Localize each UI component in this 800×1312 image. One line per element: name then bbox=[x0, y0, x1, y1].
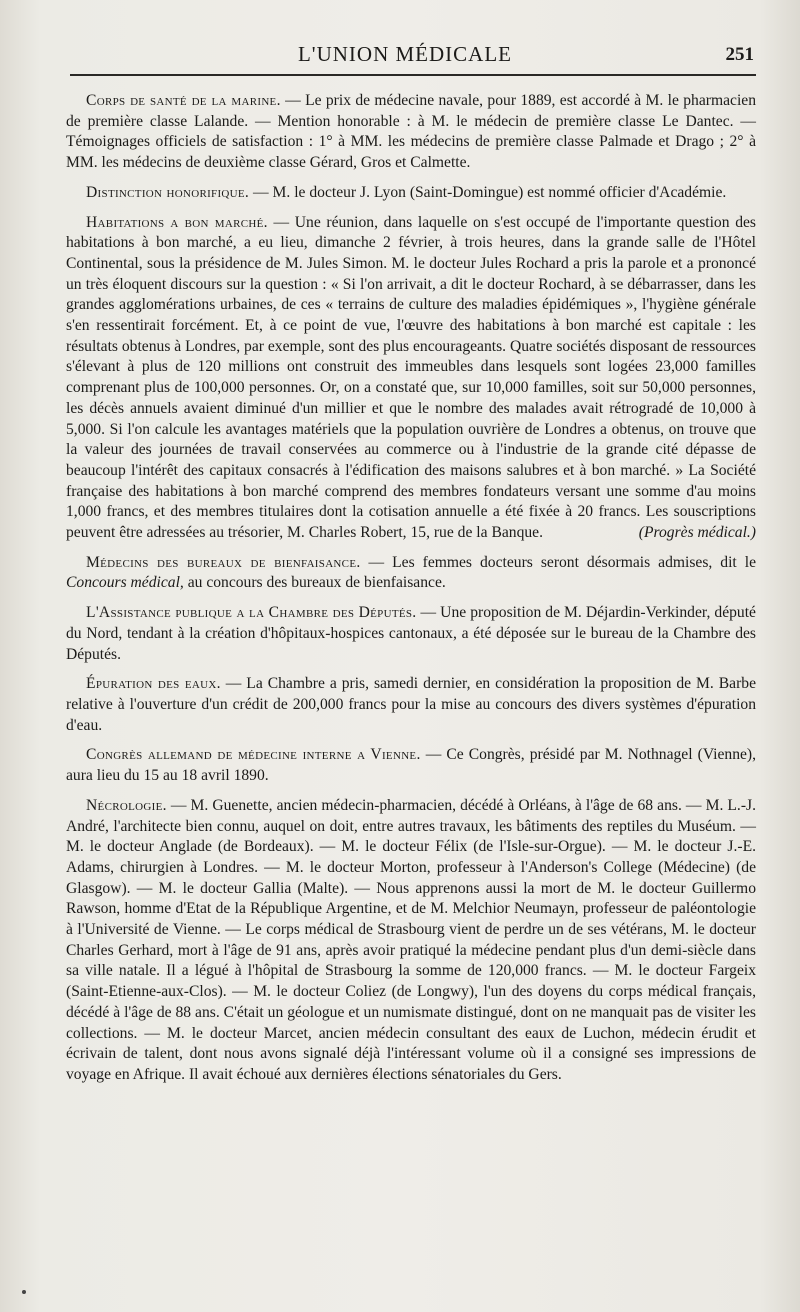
article-body bbox=[66, 76, 756, 1086]
paragraph-text: — Une proposition de M. Déjardin-Verkinder, député du Nord, tendant à la création d'hôpitaux-hospices cantonaux, a été déposée sur le bureau de la Chambre des Députés. bbox=[66, 604, 756, 663]
section-heading: Épuration des eaux. bbox=[86, 675, 221, 693]
paragraph-congres-vienne bbox=[66, 745, 756, 786]
paragraph-text: — M. Guenette, ancien médecin-pharmacien, décédé à Orléans, à l'âge de 68 ans. — M. L.-J. André, l'architecte bien connu, auquel on doit, entre autres travaux, les bâtiments des reptiles du Muséum. — M. le docteur Anglade (de Bordeaux). — M. le docteur Félix (de l'Isle-sur-Orgue). — M. le docteur J.-E. Adams, chirurgien à Londres. — M. le docteur Morton, professeur à l'Anderson's College (Médecine) (de Glasgow). — M. le docteur Gallia (Malte). — Nous apprenons aussi la mort de M. le docteur Guillermo Rawson, homme d'Etat de la République Argentine, et de M. Melchior Neumayn, professeur de paléontologie à l'Université de Vienne. — Le corps médical de Strasbourg vient de perdre un de ses vétérans, M. le docteur Charles Gerhard, mort à l'âge de 91 ans, après avoir pratiqué la médecine pendant plus d'un demi-siècle dans sa ville natale. Il a légué à l'hôpital de Strasbourg la somme de 120,000 francs. — M. le docteur Fargeix (Saint-Etienne-aux-Clos). — M. le docteur Coliez (de Longwy), l'un des doyens du corps médical français, décédé à l'âge de 88 ans. C'était un géologue et un numismate distingué, dont on ne manquait pas de visiter les collections. — M. le docteur Marcet, ancien médecin consultant des eaux de Luchon, médecin érudit et écrivain de talent, dont nous avons signalé déjà l'intéressant volume où il a consigné ses impressions de voyage en Afrique. Il avait échoué aux dernières élections sénatoriales du Gers. bbox=[66, 796, 756, 1083]
section-heading: Habitations a bon marché. bbox=[86, 213, 268, 231]
paragraph-text: — M. le docteur J. Lyon (Saint-Domingue) est nommé officier d'Académie. bbox=[249, 183, 727, 201]
paragraph-corps-sante-marine bbox=[66, 91, 756, 174]
paragraph-text: — Les femmes docteurs seront désormais admises, dit le bbox=[360, 553, 756, 571]
paragraph-habitations-bon-marche bbox=[66, 213, 756, 544]
paragraph-text: au concours des bureaux de bienfaisance. bbox=[183, 574, 446, 592]
paragraph-text: — Une réunion, dans laquelle on s'est occupé de l'importante question des habitations à bon marché, a eu lieu, dimanche 2 février, à trois heures, dans la grande salle de l'Hôtel Continental, sous la présidence de M. Jules Simon. M. le docteur Jules Rochard a pris la parole et a prononcé un très éloquent discours sur la question : « Si l'on arrivait, a dit le docteur Rochard, à se débarrasser, dans les grandes agglomérations urbaines, de ces « terrains de culture des maladies épidémiques », l'hygiène générale s'en ressentirait forcément. Et, à ce point de vue, l'œuvre des habitations à bon marché est capitale : les résultats obtenus à Londres, par exemple, sont des plus encourageants. Quatre sociétés disposant de ressources s'élevant à plus de 120 millions ont construit des immeubles dans lesquels sont logées 23,000 familles comprenant plus de 100,000 personnes. Or, on a constaté que, sur 10,000 familles, soit sur 50,000 personnes, les décès annuels avaient diminué d'un millier et que le nombre des malades avait rétrogradé de 10,000 à 5,000. Si l'on calcule les avantages matériels que la population ouvrière de Londres a obtenus, on trouve que la valeur des journées de travail conservées au commerce ou à l'industrie de la grande cité dépasse de beaucoup l'intérêt des capitaux consacrés à l'édification des maisons salubres et à bon marché. » La Société française des habitations à bon marché comprend des membres fondateurs versant une somme d'au moins 1,000 francs, et des membres titulaires dont la cotisation annuelle a été fixée à 20 francs. Les souscriptions peuvent être adressées au trésorier, M. Charles Robert, 15, rue de la Banque. bbox=[66, 213, 756, 542]
section-heading: Corps de santé de la marine. bbox=[86, 92, 281, 109]
paragraph-text: — Ce Congrès, présidé par M. Nothnagel (Vienne), aura lieu du 15 au 18 avril 1890. bbox=[66, 746, 757, 785]
margin-speck bbox=[22, 1290, 26, 1294]
page-number: 251 bbox=[725, 44, 754, 65]
section-heading: Médecins des bureaux de bienfaisance. bbox=[86, 553, 361, 571]
source-citation: (Progrès médical.) bbox=[638, 524, 756, 542]
paragraph-medecins-bureaux bbox=[66, 553, 756, 594]
running-title: L'UNION MÉDICALE bbox=[297, 42, 512, 66]
section-heading: Distinction honorifique. bbox=[86, 183, 250, 201]
paragraph-necrologie bbox=[66, 796, 756, 1086]
section-heading: Congrès allemand de médecine interne a Vienne. bbox=[86, 746, 421, 764]
section-heading: L'Assistance publique a la Chambre des Députés. bbox=[86, 604, 417, 622]
paragraph-text: — Le prix de médecine navale, pour 1889, est accordé à M. le pharmacien de première classe Lalande. — Mention honorable : à M. le médecin de première classe Le Dantec. — Témoignages officiels de satisfaction : 1° à MM. les médecins de première classe Palmade et Drago ; 2° à MM. les médecins de deuxième classe Gérard, Gros et Calmette. bbox=[66, 92, 756, 172]
paragraph-text: — La Chambre a pris, samedi dernier, en considération la proposition de M. Barbe relative à l'ouverture d'un crédit de 200,000 francs pour la mise au concours des divers systèmes d'épuration d'eau. bbox=[66, 675, 756, 734]
header-rule bbox=[70, 74, 756, 76]
paragraph-assistance-publique bbox=[66, 603, 756, 665]
publication-name: Concours médical, bbox=[66, 574, 184, 592]
paragraph-distinction-honorifique bbox=[66, 183, 756, 204]
paragraph-epuration-eaux bbox=[66, 674, 756, 736]
section-heading: Nécrologie. bbox=[86, 796, 167, 814]
page-header bbox=[66, 0, 756, 76]
